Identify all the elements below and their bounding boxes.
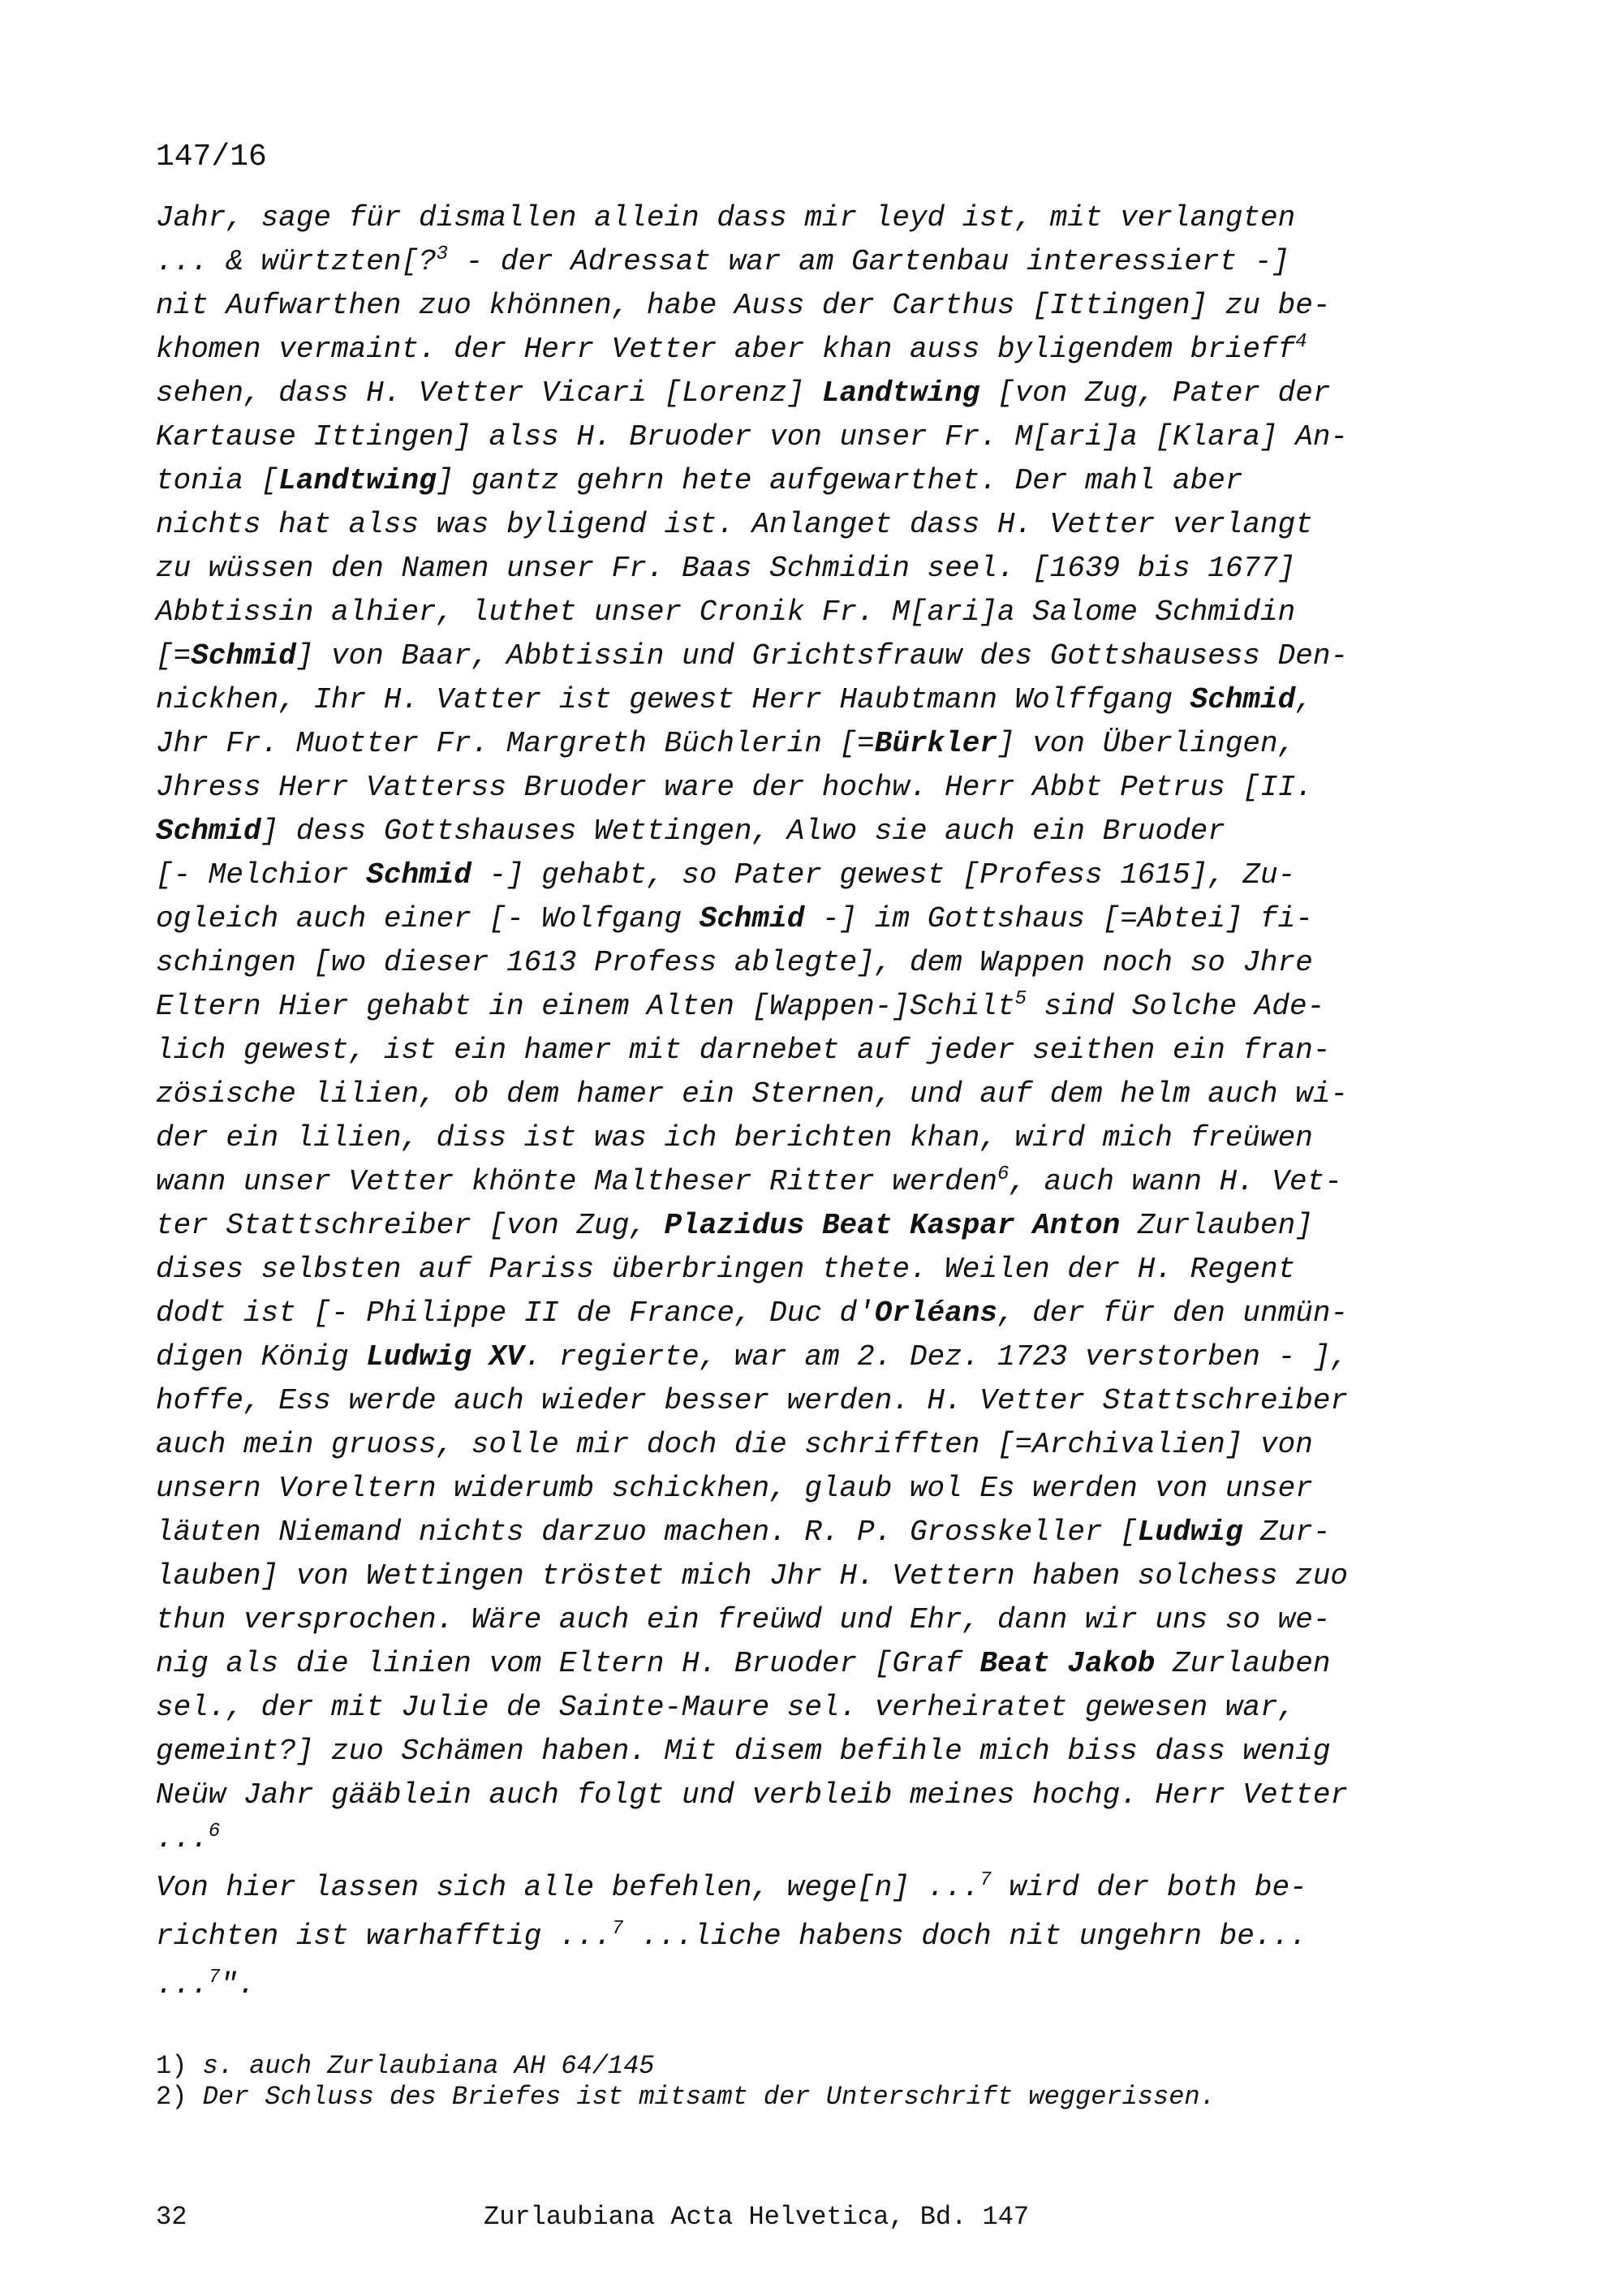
text-run: ] gantz gehrn hete aufgewarthet. Der mahl aber bbox=[436, 464, 1243, 497]
text-line bbox=[156, 1642, 1422, 1686]
text-line bbox=[156, 1073, 1422, 1116]
footnote-marker: 7 bbox=[611, 1918, 624, 1940]
text-run: Jhr Fr. Muotter Fr. Margreth Büchlerin [= bbox=[156, 727, 875, 760]
footnote-marker: 6 bbox=[997, 1163, 1010, 1185]
text-line bbox=[156, 1817, 1422, 1861]
text-run: Zur- bbox=[1242, 1516, 1331, 1549]
text-line bbox=[156, 1915, 1422, 1958]
text-run: -] gehabt, so Pater gewest [Profess 1615], Zu- bbox=[471, 858, 1296, 892]
text-run: wann unser Vetter khönte Maltheser Ritter werden bbox=[156, 1165, 997, 1198]
footnote-marker: 7 bbox=[208, 1967, 221, 1989]
text-run: Kartause Ittingen] alss H. Bruoder von unser Fr. M[ari]a [Klara] An- bbox=[156, 420, 1349, 454]
footnote-text: s. auch Zurlaubiana AH 64/145 bbox=[202, 2051, 655, 2081]
bold-name: Beat Jakob bbox=[979, 1647, 1156, 1680]
text-line bbox=[156, 1160, 1422, 1204]
text-line bbox=[156, 853, 1422, 897]
text-run: -] im Gottshaus [=Abtei] fi- bbox=[804, 902, 1313, 935]
bold-name: Bürkler bbox=[874, 727, 997, 760]
text-run: tonia [ bbox=[156, 464, 279, 497]
text-line bbox=[156, 897, 1422, 941]
text-run: ... bbox=[156, 1822, 209, 1855]
text-line bbox=[156, 766, 1422, 810]
bold-name: Schmid bbox=[699, 902, 805, 935]
text-run: ". bbox=[220, 1968, 256, 2001]
text-run: gemeint?] zuo Schämen haben. Mit disem befihle mich biss dass wenig bbox=[156, 1735, 1331, 1768]
text-line bbox=[156, 1774, 1422, 1817]
text-line bbox=[156, 1963, 1422, 2007]
text-run: nig als die linien vom Eltern H. Bruoder [Graf bbox=[156, 1647, 980, 1680]
text-run: ter Stattschreiber [von Zug, bbox=[156, 1209, 665, 1242]
footnote-marker: 3 bbox=[436, 243, 449, 265]
text-run: [= bbox=[156, 639, 192, 673]
text-run: [- Melchior bbox=[156, 858, 367, 892]
text-run: lich gewest, ist ein hamer mit darnebet auf jeder seithen ein fran- bbox=[156, 1034, 1331, 1067]
footnote-marker: 7 bbox=[979, 1869, 992, 1891]
text-line bbox=[156, 985, 1422, 1029]
text-run: . regierte, war am 2. Dez. 1723 verstorben - ], bbox=[523, 1340, 1349, 1374]
text-line bbox=[156, 1029, 1422, 1073]
footnotes bbox=[156, 2051, 1422, 2113]
text-run: ... & würtzten[? bbox=[156, 245, 437, 278]
text-run: läuten Niemand nichts darzuo machen. R. P. Grosskeller [ bbox=[156, 1516, 1138, 1549]
text-line bbox=[156, 503, 1422, 547]
text-run: nickhen, Ihr H. Vatter ist gewest Herr Haubtmann Wolffgang bbox=[156, 683, 1190, 716]
text-run: ogleich auch einer [- Wolfgang bbox=[156, 902, 700, 935]
text-run: Von hier lassen sich alle befehlen, wege[n] ... bbox=[156, 1871, 980, 1904]
text-run: dodt ist [- Philippe II de France, Duc d' bbox=[156, 1296, 875, 1330]
publication-title: Zurlaubiana Acta Helvetica, Bd. 147 bbox=[484, 2202, 1030, 2232]
text-run: der ein lilien, diss ist was ich berichten khan, wird mich freüwen bbox=[156, 1121, 1313, 1154]
text-run: Abbtissin alhier, luthet unser Cronik Fr. M[ari]a Salome Schmidin bbox=[156, 595, 1296, 629]
footnote bbox=[156, 2082, 1422, 2113]
text-line bbox=[156, 1511, 1422, 1554]
text-run: , bbox=[1295, 683, 1313, 716]
page-number: 32 bbox=[156, 2202, 187, 2232]
footnote bbox=[156, 2051, 1422, 2082]
text-line bbox=[156, 547, 1422, 591]
bold-name: Schmid bbox=[1190, 683, 1296, 716]
bold-name: Landtwing bbox=[278, 464, 437, 497]
text-run: thun versprochen. Wäre auch ein freüwd und Ehr, dann wir uns so we- bbox=[156, 1603, 1331, 1636]
text-line bbox=[156, 415, 1422, 459]
text-run: digen König bbox=[156, 1340, 367, 1374]
text-run: - der Adressat war am Gartenbau interessiert -] bbox=[448, 245, 1290, 278]
text-run: nit Aufwarthen zuo khönnen, habe Auss der Carthus [Ittingen] zu be- bbox=[156, 289, 1331, 322]
text-line bbox=[156, 328, 1422, 372]
text-run: khomen vermaint. der Herr Vetter aber khan auss byligendem brieff bbox=[156, 333, 1296, 366]
text-line bbox=[156, 459, 1422, 503]
text-run: ] von Überlingen, bbox=[997, 727, 1296, 760]
text-line bbox=[156, 1554, 1422, 1598]
text-run: Zurlauben bbox=[1155, 1647, 1331, 1680]
bold-name: Orléans bbox=[874, 1296, 997, 1330]
page-reference: 147/16 bbox=[156, 140, 267, 174]
text-run: richten ist warhafftig ... bbox=[156, 1920, 612, 1953]
letter-transcription bbox=[156, 196, 1422, 2007]
text-run: Jhress Herr Vatterss Bruoder ware der hochw. Herr Abbt Petrus [II. bbox=[156, 771, 1313, 804]
footnote-number: 1) bbox=[156, 2051, 187, 2081]
text-run: [von Zug, Pater der bbox=[979, 376, 1331, 410]
text-run: ] von Baar, Abbtissin und Grichtsfrauw des Gottshausess Den- bbox=[295, 639, 1349, 673]
text-line bbox=[156, 941, 1422, 985]
text-line bbox=[156, 196, 1422, 240]
bold-name: Schmid bbox=[156, 815, 261, 848]
text-run: Eltern Hier gehabt in einem Alten [Wappen-]Schilt bbox=[156, 990, 1015, 1023]
bold-name: Plazidus Beat Kaspar Anton bbox=[664, 1209, 1121, 1242]
text-run: sind Solche Ade- bbox=[1026, 990, 1325, 1023]
text-run: dises selbsten auf Pariss überbringen thete. Weilen der H. Regent bbox=[156, 1253, 1296, 1286]
text-line bbox=[156, 722, 1422, 766]
text-line bbox=[156, 1730, 1422, 1774]
text-run: , auch wann H. Vet- bbox=[1009, 1165, 1342, 1198]
text-line bbox=[156, 1335, 1422, 1379]
text-line bbox=[156, 1379, 1422, 1423]
text-run: schingen [wo dieser 1613 Profess ablegte], dem Wappen noch so Jhre bbox=[156, 946, 1313, 979]
text-run: , der für den unmün- bbox=[997, 1296, 1349, 1330]
bold-name: Ludwig bbox=[1137, 1516, 1243, 1549]
text-run: sel., der mit Julie de Sainte-Maure sel. verheiratet gewesen war, bbox=[156, 1691, 1296, 1724]
bold-name: Ludwig XV bbox=[366, 1340, 524, 1374]
text-run: Zurlauben] bbox=[1120, 1209, 1313, 1242]
text-run: hoffe, Ess werde auch wieder besser werden. H. Vetter Stattschreiber bbox=[156, 1384, 1349, 1417]
text-run: wird der both be- bbox=[991, 1871, 1307, 1904]
text-run: Neüw Jahr gääblein auch folgt und verbleib meines hochg. Herr Vetter bbox=[156, 1778, 1349, 1812]
text-run: sehen, dass H. Vetter Vicari [Lorenz] bbox=[156, 376, 822, 410]
text-run: zu wüssen den Namen unser Fr. Baas Schmidin seel. [1639 bis 1677] bbox=[156, 552, 1296, 585]
footnote-number: 2) bbox=[156, 2082, 187, 2112]
text-run: auch mein gruoss, solle mir doch die schrifften [=Archivalien] von bbox=[156, 1428, 1313, 1461]
text-line bbox=[156, 284, 1422, 328]
text-run: ...liche habens doch nit ungehrn be... bbox=[623, 1920, 1307, 1953]
footnote-marker: 5 bbox=[1014, 988, 1027, 1010]
text-run: ] dess Gottshauses Wettingen, Alwo sie auch ein Bruoder bbox=[260, 815, 1225, 848]
footnote-text: Der Schluss des Briefes ist mitsamt der Unterschrift weggerissen. bbox=[202, 2082, 1216, 2112]
text-line bbox=[156, 1866, 1422, 1910]
text-line bbox=[156, 1423, 1422, 1467]
text-line bbox=[156, 591, 1422, 634]
text-run: zösische lilien, ob dem hamer ein Sternen, und auf dem helm auch wi- bbox=[156, 1077, 1349, 1111]
bold-name: Schmid bbox=[191, 639, 296, 673]
text-line bbox=[156, 1116, 1422, 1160]
bold-name: Landtwing bbox=[821, 376, 980, 410]
text-line bbox=[156, 634, 1422, 678]
text-line bbox=[156, 1598, 1422, 1642]
text-run: nichts hat alss was byligend ist. Anlanget dass H. Vetter verlangt bbox=[156, 508, 1313, 541]
text-run: lauben] von Wettingen tröstet mich Jhr H. Vettern haben solchess zuo bbox=[156, 1559, 1349, 1593]
text-line bbox=[156, 1467, 1422, 1511]
bold-name: Schmid bbox=[366, 858, 471, 892]
text-line bbox=[156, 1204, 1422, 1248]
text-run: unsern Voreltern widerumb schickhen, glaub wol Es werden von unser bbox=[156, 1472, 1313, 1505]
text-line bbox=[156, 240, 1422, 284]
text-line bbox=[156, 1248, 1422, 1292]
text-line bbox=[156, 372, 1422, 415]
text-run: ... bbox=[156, 1968, 209, 2001]
text-line bbox=[156, 1686, 1422, 1730]
text-line bbox=[156, 810, 1422, 853]
text-run: Jahr, sage für dismallen allein dass mir leyd ist, mit verlangten bbox=[156, 201, 1296, 234]
text-line bbox=[156, 1292, 1422, 1335]
footnote-marker: 6 bbox=[208, 1821, 221, 1842]
text-line bbox=[156, 678, 1422, 722]
footnote-marker: 4 bbox=[1295, 331, 1307, 353]
